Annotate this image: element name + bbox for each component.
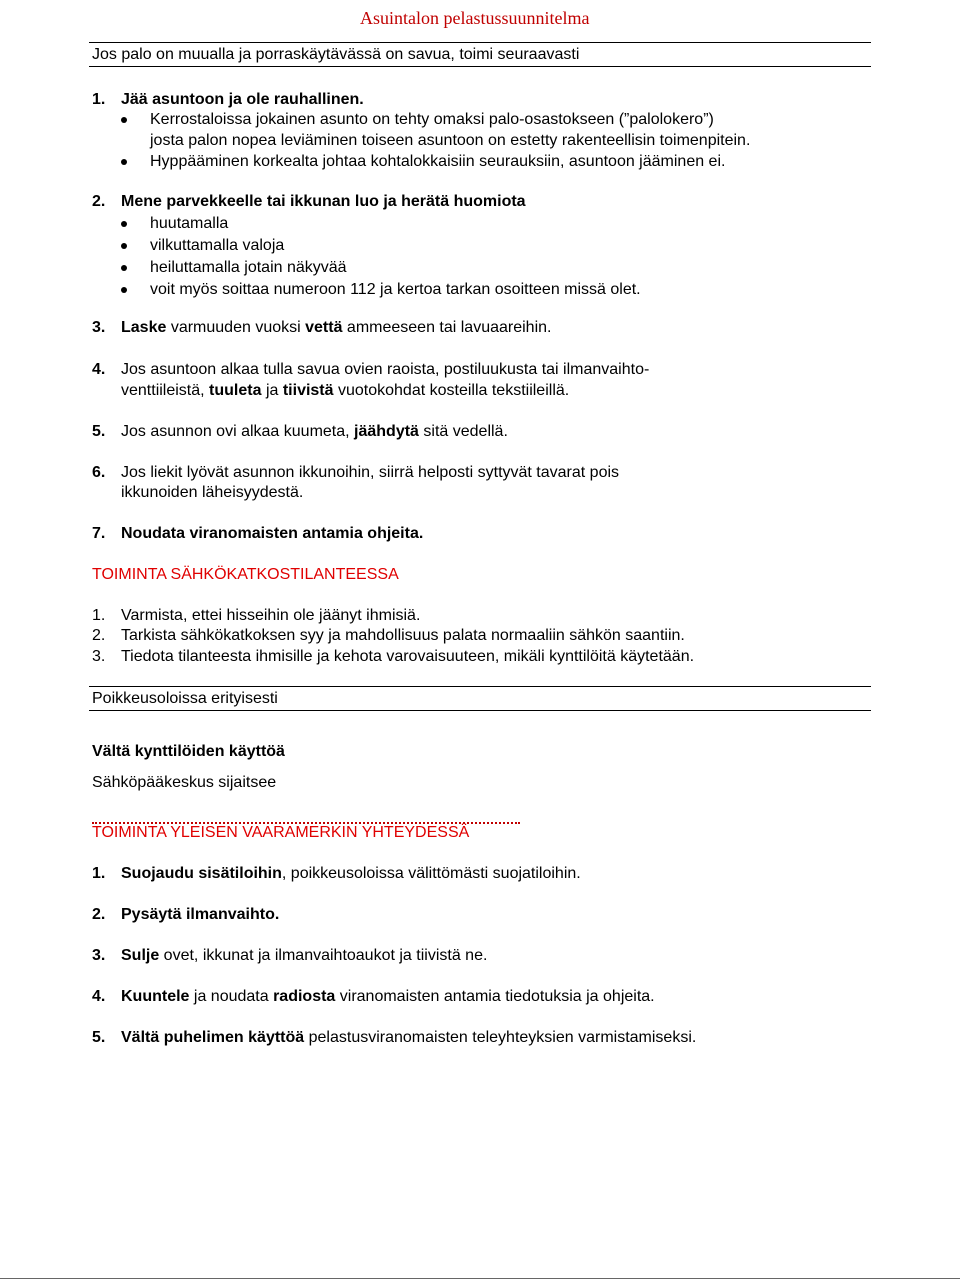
step-number: 1.: [92, 91, 106, 108]
step-2-item: huutamalla: [150, 215, 229, 232]
step-number: 2.: [92, 906, 106, 923]
step-6-line-2: ikkunoiden läheisyydestä.: [121, 484, 304, 501]
step-2-item: vilkuttamalla valoja: [150, 237, 285, 254]
bullet: [121, 221, 127, 227]
step-number: 4.: [92, 988, 106, 1005]
document-header-title: Asuintalon pelastussuunnitelma: [360, 8, 590, 28]
power-item-number: 2.: [92, 627, 106, 644]
step-1-bullet-1a: Kerrostaloissa jokainen asunto on tehty omaksi palo-osastokseen (”palolokero”): [150, 111, 714, 128]
step-6-line-1: Jos liekit lyövät asunnon ikkunoihin, siirrä helposti syttyvät tavarat pois: [121, 464, 620, 481]
step-2-item: voit myös soittaa numeroon 112 ja kertoa tarkan osoitteen missä olet.: [150, 281, 641, 298]
step-4-line-1: Jos asuntoon alkaa tulla savua ovien raoista, postiluukusta tai ilmanvaihto-: [121, 361, 650, 378]
step-5-text: Jos asunnon ovi alkaa kuumeta, jäähdytä sitä vedellä.: [121, 423, 508, 440]
avoid-candles-text: Vältä kynttilöiden käyttöä: [92, 743, 285, 760]
bullet: [121, 117, 127, 123]
fire-section-heading: Jos palo on muualla ja porraskäytävässä on savua, toimi seuraavasti: [92, 46, 580, 63]
step-number: 2.: [92, 193, 106, 210]
step-number: 4.: [92, 361, 106, 378]
power-item-number: 1.: [92, 607, 106, 624]
step-number: 5.: [92, 1029, 106, 1046]
step-1-text: Jää asuntoon ja ole rauhallinen.: [121, 91, 364, 108]
power-item-number: 3.: [92, 648, 106, 665]
step-number: 1.: [92, 865, 106, 882]
main-switchboard-location: Sähköpääkeskus sijaitsee: [92, 774, 277, 791]
step-1-bullet-2: Hyppääminen korkealta johtaa kohtalokkaisiin seurauksiin, asuntoon jääminen ei.: [150, 153, 726, 170]
alarm-step-4-text: Kuuntele ja noudata radiosta viranomaisten antamia tiedotuksia ja ohjeita.: [121, 988, 655, 1005]
bullet: [121, 287, 127, 293]
exceptional-heading: Poikkeusoloissa erityisesti: [92, 690, 278, 707]
alarm-step-5-text: Vältä puhelimen käyttöä pelastusviranomaisten teleyhteyksien varmistamiseksi.: [121, 1029, 697, 1046]
bullet: [121, 265, 127, 271]
divider: [89, 42, 871, 43]
step-4-line-2: venttiileistä, tuuleta ja tiivistä vuotokohdat kosteilla tekstiileillä.: [121, 382, 570, 399]
power-outage-heading: TOIMINTA SÄHKÖKATKOSTILANTEESSA: [92, 566, 399, 583]
step-number: 7.: [92, 525, 106, 542]
step-7-text: Noudata viranomaisten antamia ohjeita.: [121, 525, 424, 542]
step-number: 6.: [92, 464, 106, 481]
power-item-text: Varmista, ettei hisseihin ole jäänyt ihmisiä.: [121, 607, 421, 624]
bullet: [121, 159, 127, 165]
step-2-text: Mene parvekkeelle tai ikkunan luo ja herätä huomiota: [121, 193, 526, 210]
bullet: [121, 243, 127, 249]
step-1-bullet-1b: josta palon nopea leviäminen toiseen asuntoon on estetty rakenteellisin toimenpitein.: [150, 132, 751, 149]
alarm-step-1-text: Suojaudu sisätiloihin, poikkeusoloissa välittömästi suojatiloihin.: [121, 865, 581, 882]
page-bottom-border: [0, 1278, 960, 1279]
divider: [89, 66, 871, 67]
step-3-text: Laske varmuuden vuoksi vettä ammeeseen tai lavuaareihin.: [121, 319, 552, 336]
power-item-text: Tarkista sähkökatkoksen syy ja mahdollisuus palata normaaliin sähkön saantiin.: [121, 627, 685, 644]
step-number: 3.: [92, 319, 106, 336]
power-item-text: Tiedota tilanteesta ihmisille ja kehota varovaisuuteen, mikäli kynttilöitä käytetään.: [121, 648, 695, 665]
step-2-item: heiluttamalla jotain näkyvää: [150, 259, 347, 276]
step-number: 3.: [92, 947, 106, 964]
divider: [89, 686, 871, 687]
alarm-step-3-text: Sulje ovet, ikkunat ja ilmanvaihtoaukot ja tiivistä ne.: [121, 947, 488, 964]
divider: [89, 710, 871, 711]
general-alarm-heading: TOIMINTA YLEISEN VAARAMERKIN YHTEYDESSÄ: [92, 824, 470, 841]
alarm-step-2-text: Pysäytä ilmanvaihto.: [121, 906, 280, 923]
step-number: 5.: [92, 423, 106, 440]
